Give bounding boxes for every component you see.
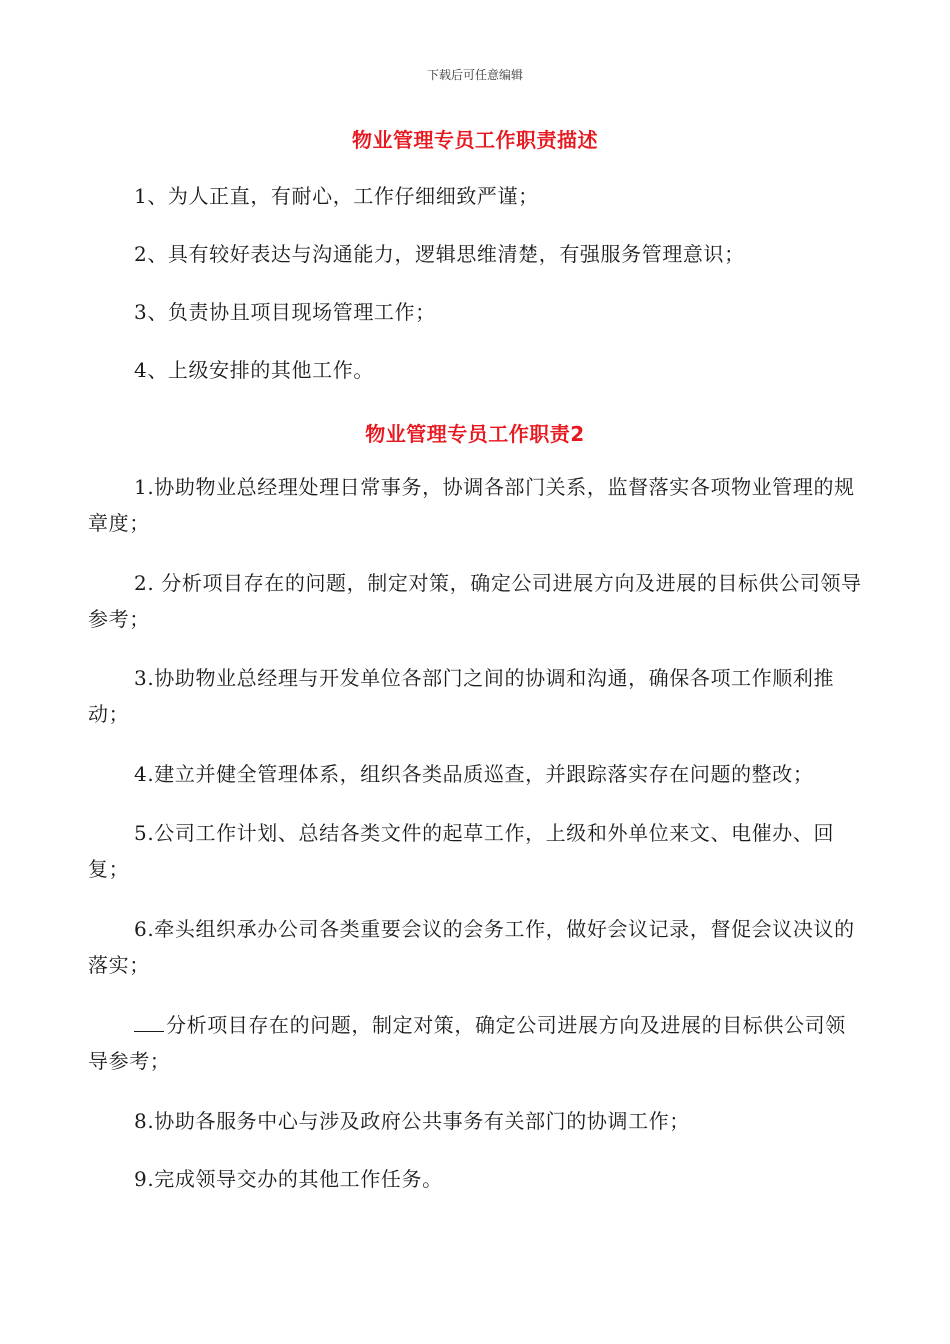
header-note: 下载后可任意编辑 xyxy=(426,68,523,82)
list-item: 8.协助各服务中心与涉及政府公共事务有关部门的协调工作； xyxy=(134,1109,690,1133)
list-item: 4、上级安排的其他工作。 xyxy=(134,358,374,382)
list-item: 2、具有较好表达与沟通能力，逻辑思维清楚，有强服务管理意识； xyxy=(134,242,745,266)
list-item: 1.协助物业总经理处理日常事务，协调各部门关系，监督落实各项物业管理的规章度； xyxy=(88,475,855,535)
list-item xyxy=(88,1007,864,1079)
blank-underline xyxy=(134,1011,164,1032)
section-title-description: 物业管理专员工作职责描述 xyxy=(352,128,598,152)
list-item: 4.建立并健全管理体系，组织各类品质巡查，并跟踪落实存在问题的整改； xyxy=(134,762,814,786)
list-item: 1、为人正直，有耐心，工作仔细细致严谨； xyxy=(134,184,539,208)
list-item-text: 分析项目存在的问题，制定对策，确定公司进展方向及进展的目标供公司领导参考； xyxy=(88,1013,846,1073)
list-item: 6.牵头组织承办公司各类重要会议的会务工作，做好会议记录，督促会议决议的落实； xyxy=(88,917,855,977)
list-item: 3.协助物业总经理与开发单位各部门之间的协调和沟通，确保各项工作顺利推动； xyxy=(88,666,835,726)
section-title-duties-2: 物业管理专员工作职责2 xyxy=(365,422,585,446)
list-item: 3、负责协且项目现场管理工作； xyxy=(134,300,436,324)
list-item: 2. 分析项目存在的问题，制定对策，确定公司进展方向及进展的目标供公司领导参考； xyxy=(88,571,862,631)
list-item: 5.公司工作计划、总结各类文件的起草工作，上级和外单位来文、电催办、回复； xyxy=(88,821,835,881)
list-item: 9.完成领导交办的其他工作任务。 xyxy=(134,1167,443,1191)
